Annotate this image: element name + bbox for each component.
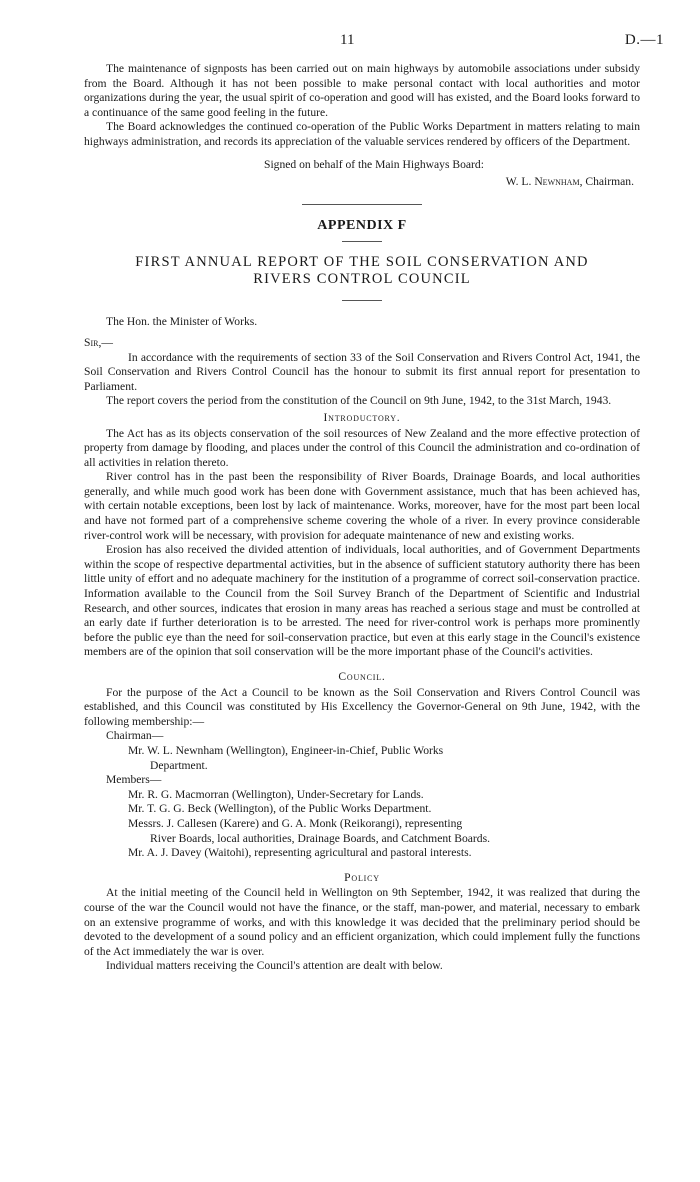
member-line-1: Mr. A. J. Davey (Waitohi), representing agricultural and pastoral interests. (128, 846, 472, 860)
chairman-line-1: Mr. W. L. Newnham (Wellington), Engineer-in-Chief, Public Works (128, 743, 444, 757)
member-line-1: Messrs. J. Callesen (Karere) and G. A. Monk (Reikorangi), representing (128, 816, 463, 830)
policy-heading: Policy (344, 870, 380, 884)
chairman-label: Chairman— (106, 729, 164, 743)
council-heading: Council. (338, 670, 386, 683)
report-title-line-2: RIVERS CONTROL COUNCIL (253, 271, 471, 288)
introductory-heading: Introductory. (323, 410, 401, 424)
policy-paragraph-1: At the initial meeting of the Council held in Wellington on 9th September, 1942, it was realized that during the course of the war the Council would not have the finance, or the staff, man-power, and material, necessary to embark on an extensive programme of works, and with this knowledge it was decided that the preliminary period should be devoted to the development of a sound policy and an efficient organization, which could implement fully the functions of the Act immediately the war is over. (84, 886, 640, 958)
member-entry (84, 802, 640, 817)
introductory-paragraph-3: Erosion has also received the divided attention of individuals, local authorities, and of Government Departments within the scope of respective departmental activities, but in the absence of sufficient statutory authority there has been little unity of effort and no adequate machinery for the institution of a programme of correct soil-conservation practice. Information available to the Council from the Soil Survey Branch of the Department of Scientific and Industrial Research, and other sources, indicates that erosion in many areas has reached a serious stage and must be controlled at an early date if further deterioration is to be arrested. The need for river-control work is perhaps more prominently before the public eye than the need for soil-conservation practice, but even at this early stage in the Council's existence members are of the opinion that soil conservation will be the more important phase of the Council's activities. (84, 543, 640, 659)
council-paragraph: For the purpose of the Act a Council to be known as the Soil Conservation and Rivers Control Council was established, and this Council was constituted by His Excellency the Governor-General on 9th June, 1942, with the following membership:— (84, 685, 640, 728)
signature (84, 175, 640, 190)
signature-initials: W. L. (505, 175, 532, 189)
member-entry (84, 846, 640, 861)
intro-paragraph-2: The report covers the period from the constitution of the Council on 9th June, 1942, to the 31st March, 1943. (106, 394, 612, 408)
appendix-label: APPENDIX F (317, 217, 407, 233)
short-rule (342, 300, 382, 301)
intro-paragraph-1: In accordance with the requirements of section 33 of the Soil Conservation and Rivers Control Act, 1941, the Soil Conservation and Rivers Control Council has the honour to submit its first annual report for presentation to Parliament. (84, 350, 640, 393)
salutation: Sir,— (84, 335, 113, 349)
closing-paragraph-2: The Board acknowledges the continued co-operation of the Public Works Department in matters relating to main highways administration, and records its appreciation of the valuable services rendered by officers of the Department. (84, 120, 640, 148)
closing-paragraph-1: The maintenance of signposts has been carried out on main highways by automobile associations under subsidy from the Board. Although it has not been possible to make personal contact with local authorities and motor organizations during the year, the usual spirit of co-operation and good will has existed, and the Board looks forward to a continuance of the same good feeling in the future. (84, 62, 640, 119)
report-title (84, 254, 640, 288)
member-line-2: River Boards, local authorities, Drainage Boards, and Catchment Boards. (150, 831, 490, 845)
signature-surname: Newnham (534, 175, 580, 189)
member-entry (84, 817, 640, 846)
introductory-paragraph-2: River control has in the past been the responsibility of River Boards, Drainage Boards, and local authorities generally, and while much good work has been done with Government assistance, much that has been achieved has, with certain notable exceptions, been lost by lack of maintenance. Works, moreover, have for the most part been local and have not formed part of a comprehensive scheme covering the whole of a river. In every province considerable river-control work will be necessary, with provision for adequate maintenance of new and existing works. (84, 470, 640, 542)
chairman-entry (84, 744, 640, 773)
signed-line: Signed on behalf of the Main Highways Board: (264, 157, 484, 171)
page-number: 11 (340, 32, 355, 48)
report-title-line-1: FIRST ANNUAL REPORT OF THE SOIL CONSERVATION AND (135, 254, 589, 271)
addressee: The Hon. the Minister of Works. (106, 315, 258, 329)
introductory-paragraph-1: The Act has as its objects conservation of the soil resources of New Zealand and the more effective protection of property from damage by flooding, and places under the control of this Council the administration and co-ordination of all activities in relation thereto. (84, 426, 640, 469)
members-label: Members— (106, 773, 162, 787)
member-line-1: Mr. R. G. Macmorran (Wellington), Under-Secretary for Lands. (128, 787, 424, 801)
section-divider (302, 204, 422, 205)
member-entry (84, 788, 640, 803)
policy-paragraph-2: Individual matters receiving the Council's attention are dealt with below. (106, 959, 443, 973)
signature-title: , Chairman. (579, 175, 634, 189)
document-id: D.—1 (624, 32, 664, 48)
member-line-1: Mr. T. G. G. Beck (Wellington), of the Public Works Department. (128, 802, 432, 816)
chairman-line-2: Department. (150, 758, 208, 772)
page-content (84, 62, 640, 974)
short-rule (342, 241, 382, 242)
